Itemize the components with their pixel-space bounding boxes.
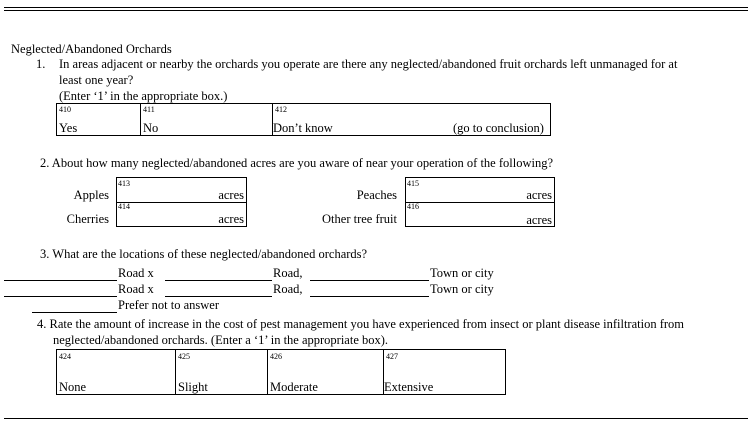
q1-code-411: 411	[143, 105, 155, 114]
q2-other-input[interactable]	[406, 203, 554, 226]
q1-label-no: No	[143, 121, 159, 135]
q3-text: 3. What are the locations of these neglected/abandoned orchards?	[40, 247, 368, 261]
q3-road-x-field-2[interactable]	[4, 296, 117, 297]
q3-road-x-field-1[interactable]	[4, 280, 117, 281]
q3-road-label-1: Road,	[273, 266, 303, 280]
q4-text-line1: 4. Rate the amount of increase in the cost of pest management you have experienced from insect or plant disease infiltration from	[37, 317, 685, 331]
top-rule	[4, 7, 748, 8]
section-title: Neglected/Abandoned Orchards	[11, 42, 172, 56]
bottom-rule	[4, 418, 748, 419]
q1-code-412: 412	[275, 105, 287, 114]
q1-option-dont-know[interactable]	[272, 104, 550, 135]
q3-road-label-2: Road,	[273, 282, 303, 296]
q3-road-x-label-1: Road x	[118, 266, 154, 280]
q1-number: 1.	[36, 57, 46, 71]
q1-text-line2: least one year?	[59, 73, 134, 87]
q2-code-415: 415	[407, 179, 419, 188]
q4-label-extensive: Extensive	[384, 380, 434, 394]
q2-apples-input[interactable]	[117, 178, 246, 203]
q3-road-field-1[interactable]	[165, 280, 272, 281]
q4-option-none[interactable]	[57, 350, 175, 394]
q3-road-x-label-2: Road x	[118, 282, 154, 296]
q2-code-416: 416	[407, 202, 419, 211]
q2-peaches-input[interactable]	[406, 178, 554, 203]
q1-instruction: (Enter ‘1’ in the appropriate box.)	[59, 89, 228, 103]
q1-label-yes: Yes	[59, 121, 78, 135]
q2-peaches-unit: acres	[526, 188, 552, 202]
q3-prefer-not-field[interactable]	[32, 312, 117, 313]
q1-label-dont-know: Don’t know	[273, 121, 333, 135]
q2-cherries-input[interactable]	[117, 203, 246, 226]
q2-apples-cherries-box	[116, 177, 247, 227]
q2-other-unit: acres	[526, 213, 552, 227]
q1-option-yes[interactable]	[57, 104, 140, 135]
q3-town-field-1[interactable]	[310, 280, 429, 281]
q1-option-no[interactable]	[140, 104, 273, 135]
q4-option-slight[interactable]	[175, 350, 268, 394]
q4-label-moderate: Moderate	[270, 380, 318, 394]
q4-option-moderate[interactable]	[267, 350, 384, 394]
q3-town-label-1: Town or city	[430, 266, 494, 280]
q4-text-line2: neglected/abandoned orchards. (Enter a ‘1’ in the appropriate box).	[53, 333, 389, 347]
q1-code-410: 410	[59, 105, 71, 114]
q1-go-to-conclusion: (go to conclusion)	[453, 121, 544, 135]
q1-text-line1: In areas adjacent or nearby the orchards you operate are there any neglected/abandoned fruit orchards left unmanaged for at	[59, 57, 678, 71]
q4-label-none: None	[59, 380, 87, 394]
q4-code-425: 425	[178, 352, 190, 361]
q4-code-424: 424	[59, 352, 71, 361]
q3-prefer-not-label: Prefer not to answer	[118, 298, 220, 312]
q3-road-field-2[interactable]	[165, 296, 272, 297]
q4-option-extensive[interactable]	[383, 350, 505, 394]
q2-code-413: 413	[118, 179, 130, 188]
q2-cherries-unit: acres	[218, 212, 244, 226]
q3-town-field-2[interactable]	[310, 296, 429, 297]
q2-text: 2. About how many neglected/abandoned acres are you aware of near your operation of the following?	[40, 156, 554, 170]
q2-label-apples: Apples	[73, 188, 109, 202]
q2-label-other-tree-fruit: Other tree fruit	[322, 212, 397, 226]
q3-town-label-2: Town or city	[430, 282, 494, 296]
q4-code-427: 427	[386, 352, 398, 361]
q1-answer-box	[56, 103, 551, 136]
q4-label-slight: Slight	[178, 380, 208, 394]
q2-peaches-other-box	[405, 177, 555, 227]
q4-code-426: 426	[270, 352, 282, 361]
q2-apples-unit: acres	[218, 188, 244, 202]
q2-label-cherries: Cherries	[66, 212, 109, 226]
q2-label-peaches: Peaches	[356, 188, 397, 202]
top-rule-second	[4, 10, 748, 11]
q4-answer-box	[56, 349, 506, 395]
q2-code-414: 414	[118, 202, 130, 211]
